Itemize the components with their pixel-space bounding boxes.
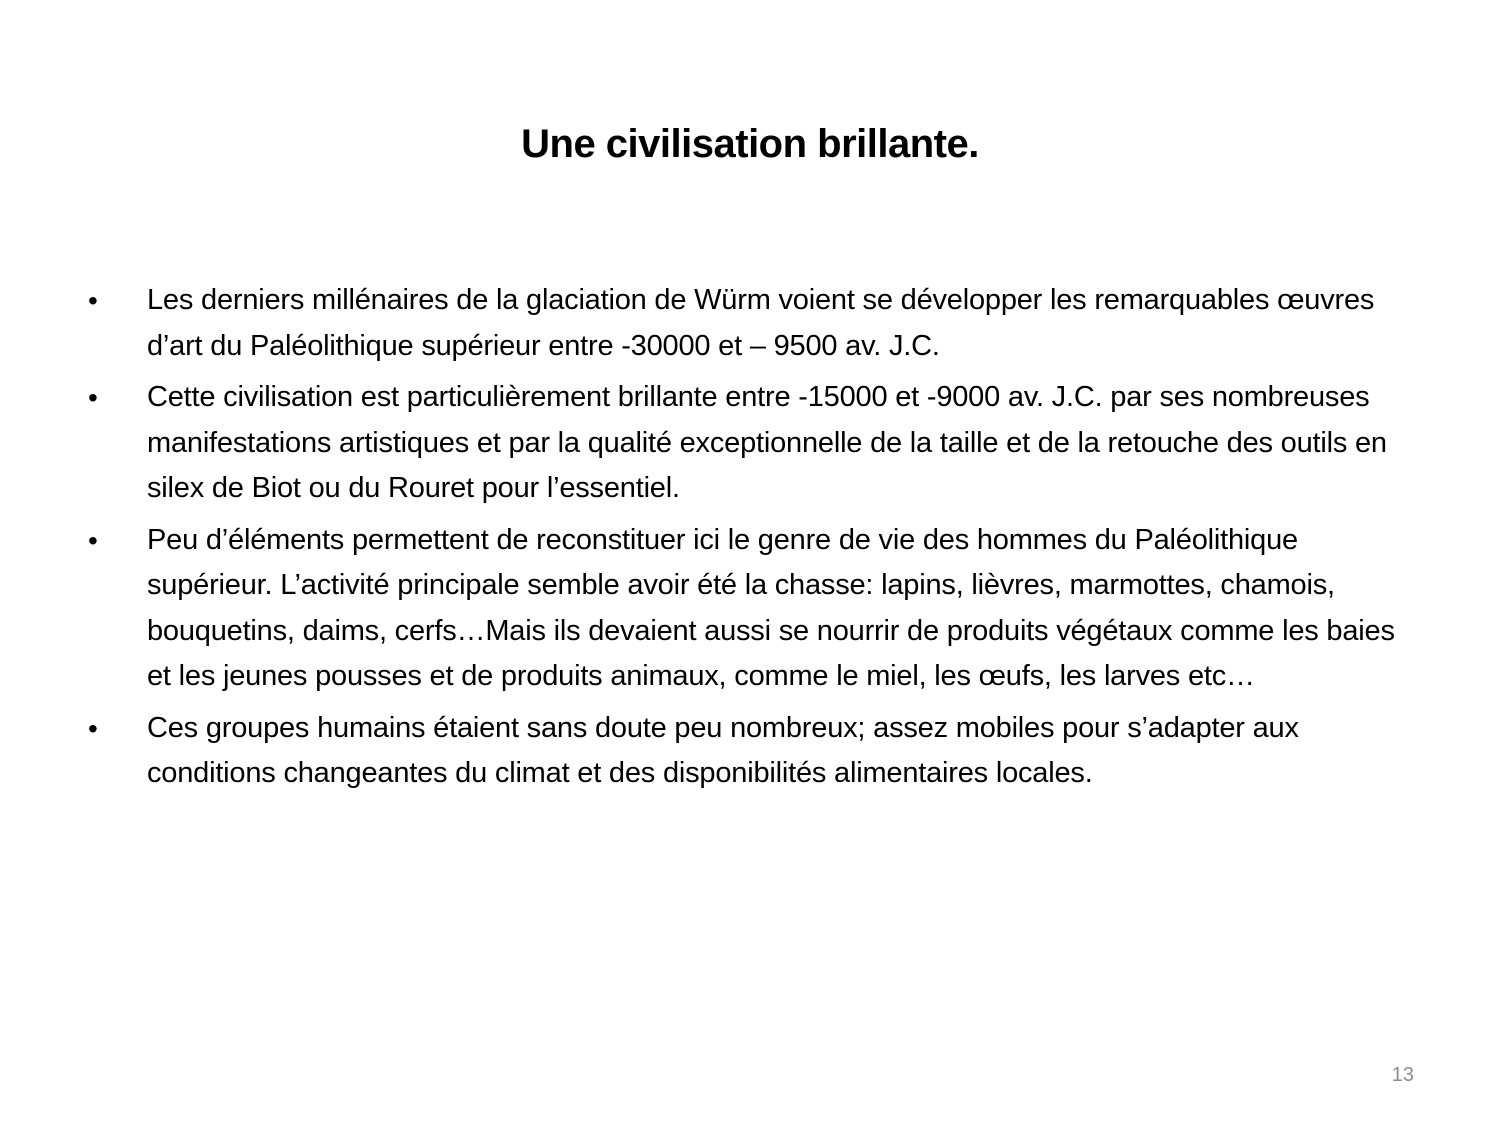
- slide-title: Une civilisation brillante.: [521, 122, 979, 166]
- bullet-icon: •: [88, 712, 98, 744]
- bullet-text: Cette civilisation est particulièrement brillante entre -15000 et -9000 av. J.C. par ses nombreuses manifestations artistiques et par la qualité exceptionnelle de la taille et de la retouche des outils en silex de Biot ou du Rouret pour l’essentiel.: [147, 381, 1387, 504]
- bullet-item: [0, 518, 1500, 700]
- bullet-icon: •: [88, 382, 98, 413]
- bullet-icon: •: [88, 285, 98, 316]
- bullet-list: [0, 278, 1500, 803]
- bullet-text: Les derniers millénaires de la glaciation de Würm voient se développer les remarquables œuvres d’art du Paléolithique supérieur entre -30000 et – 9500 av. J.C.: [147, 284, 1375, 362]
- bullet-item: [0, 375, 1500, 512]
- bullet-icon: •: [88, 524, 98, 556]
- page-number: 13: [1391, 1064, 1414, 1086]
- bullet-text: Peu d’éléments permettent de reconstituer ici le genre de vie des hommes du Paléolithique supérieur. L’activité principale semble avoir été la chasse: lapins, lièvres, marmottes, chamois, bouquetins, daims, cerfs…Mais ils devaient aussi se nourrir de produits végétaux comme les baies et les jeunes pousses et de produits animaux, comme le miel, les œufs, les larves etc…: [147, 523, 1395, 692]
- bullet-item: [0, 706, 1500, 797]
- bullet-text: Ces groupes humains étaient sans doute peu nombreux; assez mobiles pour s’adapter aux conditions changeantes du climat et des disponibilités alimentaires locales.: [147, 711, 1299, 789]
- bullet-item: [0, 278, 1500, 369]
